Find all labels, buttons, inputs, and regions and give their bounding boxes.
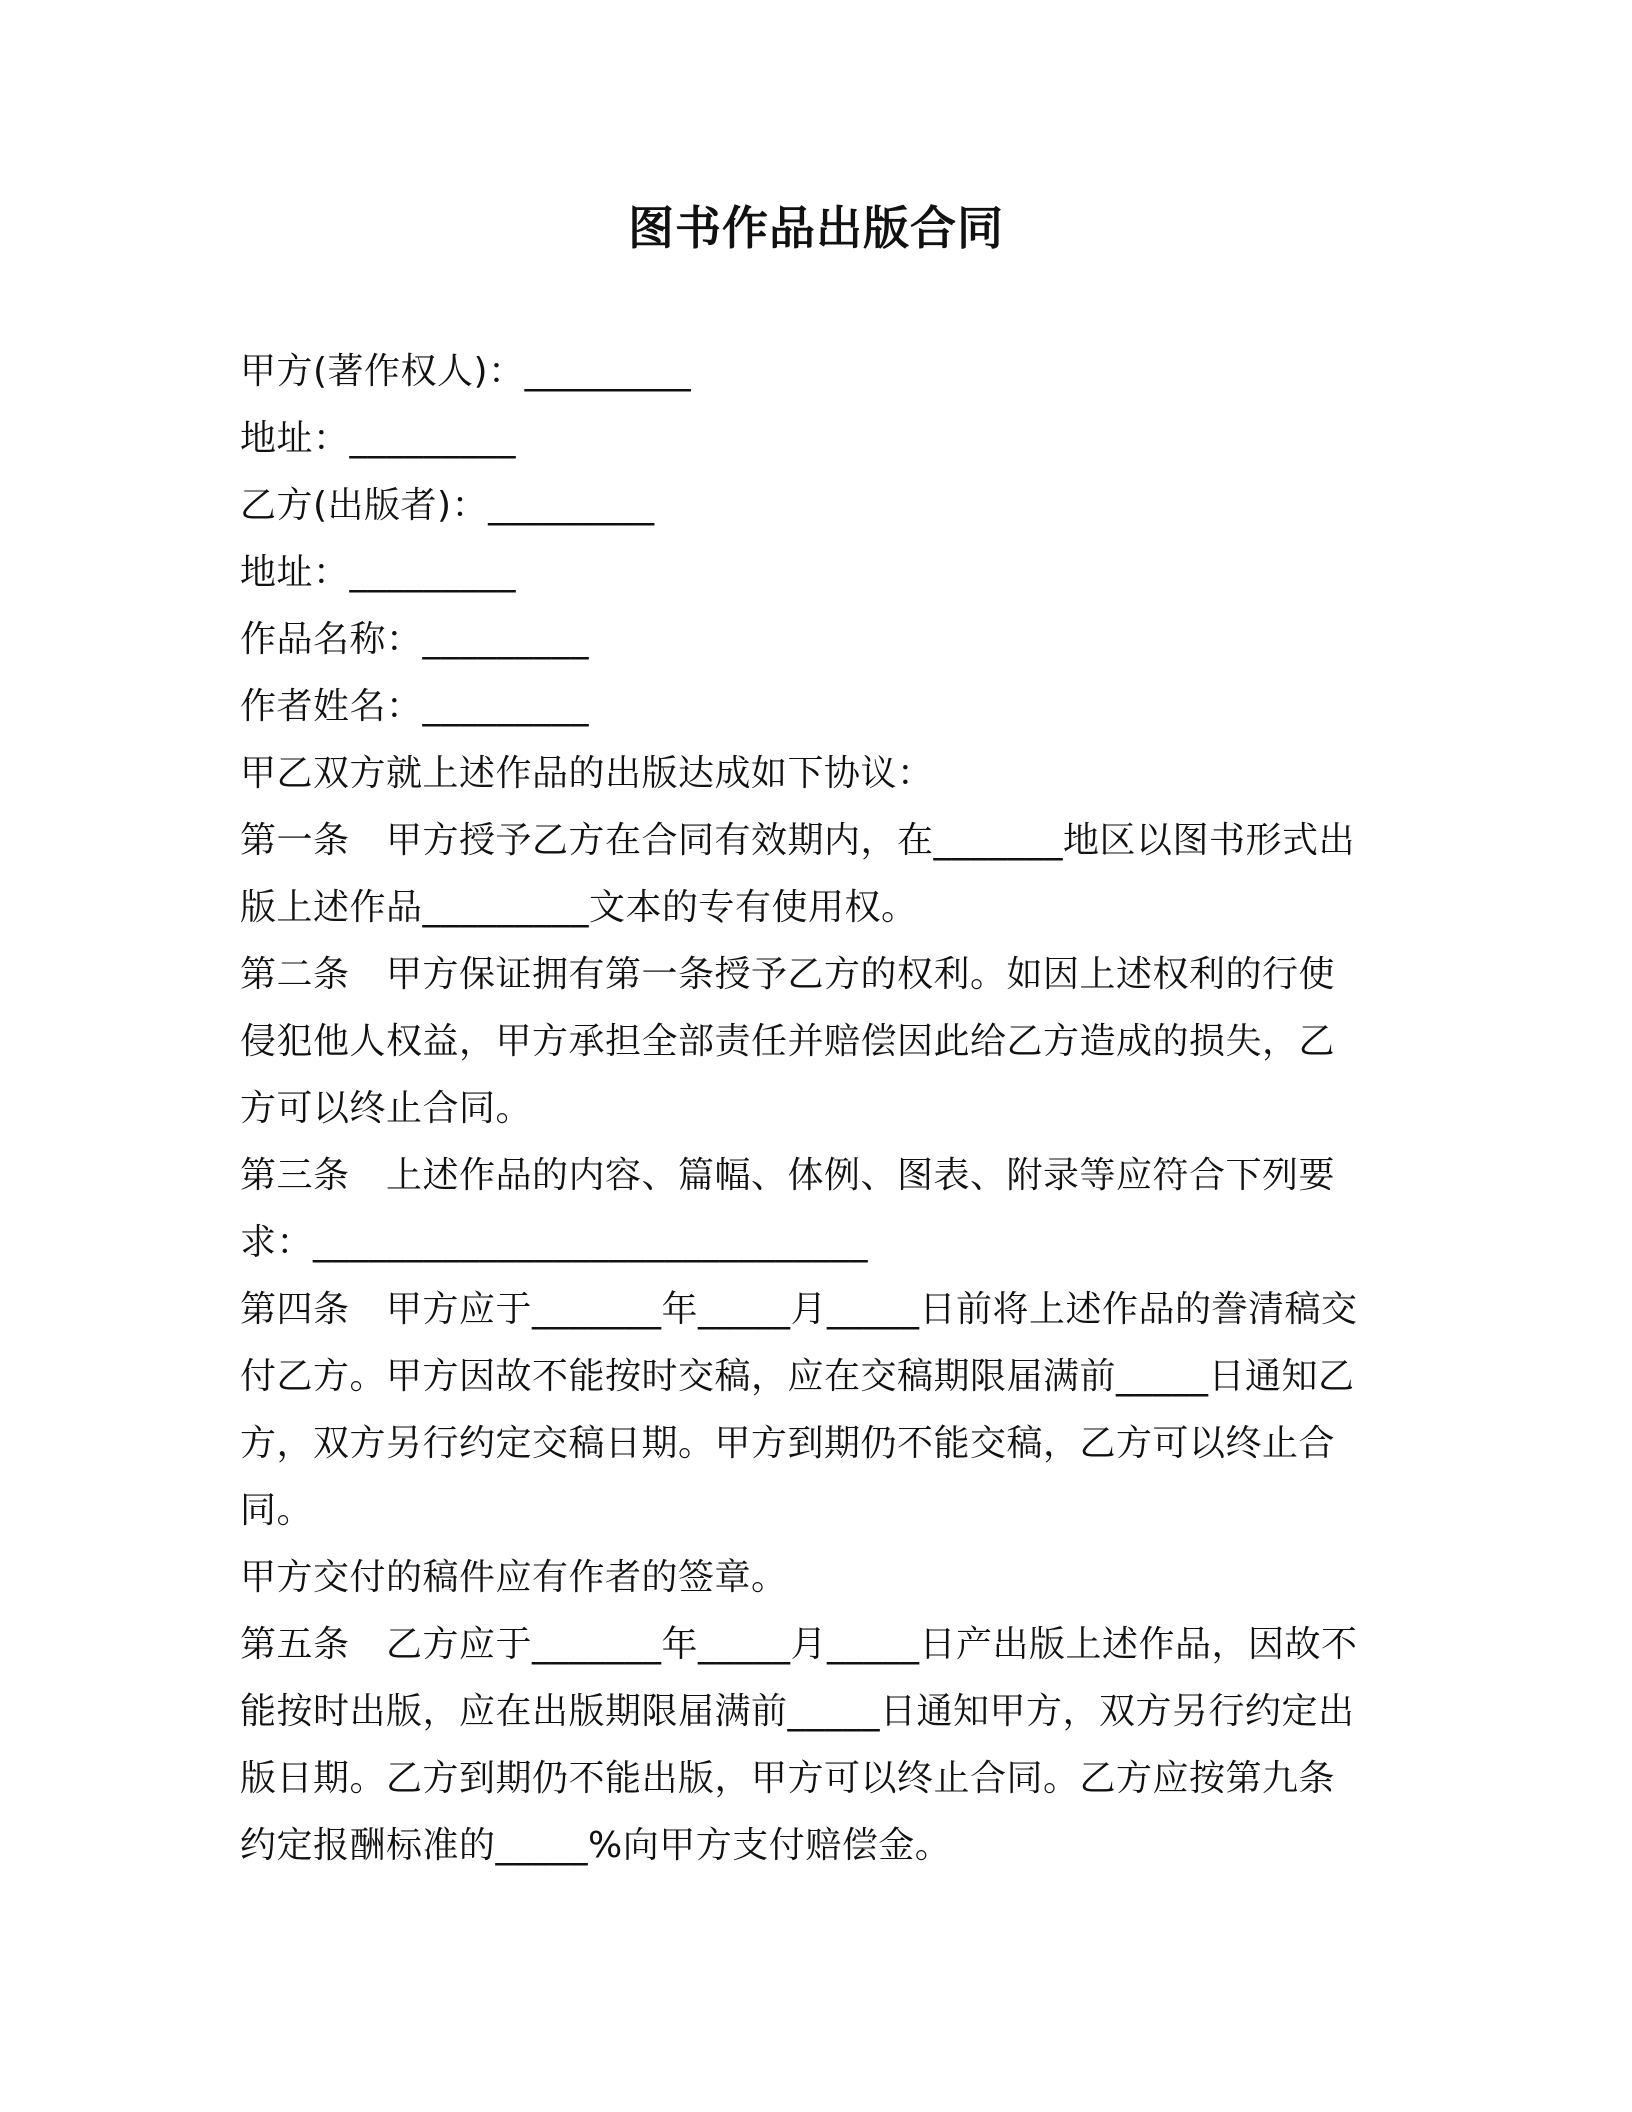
article-4-line: 第四条 甲方应于_______年_____月_____日前将上述作品的誊清稿交 [240, 1289, 1358, 1330]
article-1-line: 版上述作品_________文本的专有使用权。 [240, 887, 918, 928]
article-1-line: 第一条 甲方授予乙方在合同有效期内，在_______地区以图书形式出 [240, 820, 1356, 861]
article-4-line: 方，双方另行约定交稿日期。甲方到期仍不能交稿，乙方可以终止合 [240, 1423, 1336, 1464]
party-a-address-line: 地址：_________ [240, 418, 517, 459]
article-5-line: 能按时出版，应在出版期限届满前_____日通知甲方，双方另行约定出 [240, 1691, 1355, 1732]
article-4-line: 同。 [240, 1490, 314, 1531]
work-title-line: 作品名称：_________ [240, 619, 590, 660]
article-2-line: 第二条 甲方保证拥有第一条授予乙方的权利。如因上述权利的行使 [240, 954, 1336, 995]
document-body [240, 338, 1372, 1879]
article-2-line: 侵犯他人权益，甲方承担全部责任并赔偿因此给乙方造成的损失，乙 [240, 1021, 1336, 1062]
document-title: 图书作品出版合同 [628, 201, 1004, 255]
article-3-line: 第三条 上述作品的内容、篇幅、体例、图表、附录等应符合下列要 [240, 1155, 1336, 1196]
article-5-line: 版日期。乙方到期仍不能出版，甲方可以终止合同。乙方应按第九条 [240, 1758, 1336, 1799]
article-2-line: 方可以终止合同。 [240, 1088, 533, 1129]
agreement-intro-line: 甲乙双方就上述作品的出版达成如下协议： [240, 753, 934, 794]
article-3-line: 求：______________________________ [240, 1222, 868, 1263]
party-a-line: 甲方(著作权人)：_________ [240, 351, 692, 392]
party-b-address-line: 地址：_________ [240, 552, 517, 593]
manuscript-signature-line: 甲方交付的稿件应有作者的签章。 [240, 1557, 788, 1598]
party-b-line: 乙方(出版者)：_________ [240, 485, 655, 526]
article-5-line: 第五条 乙方应于_______年_____月_____日产出版上述作品，因故不 [240, 1624, 1358, 1665]
author-name-line: 作者姓名：_________ [240, 686, 590, 727]
article-4-line: 付乙方。甲方因故不能按时交稿，应在交稿期限届满前_____日通知乙 [240, 1356, 1355, 1397]
article-5-line: 约定报酬标准的_____%向甲方支付赔偿金。 [240, 1825, 952, 1866]
